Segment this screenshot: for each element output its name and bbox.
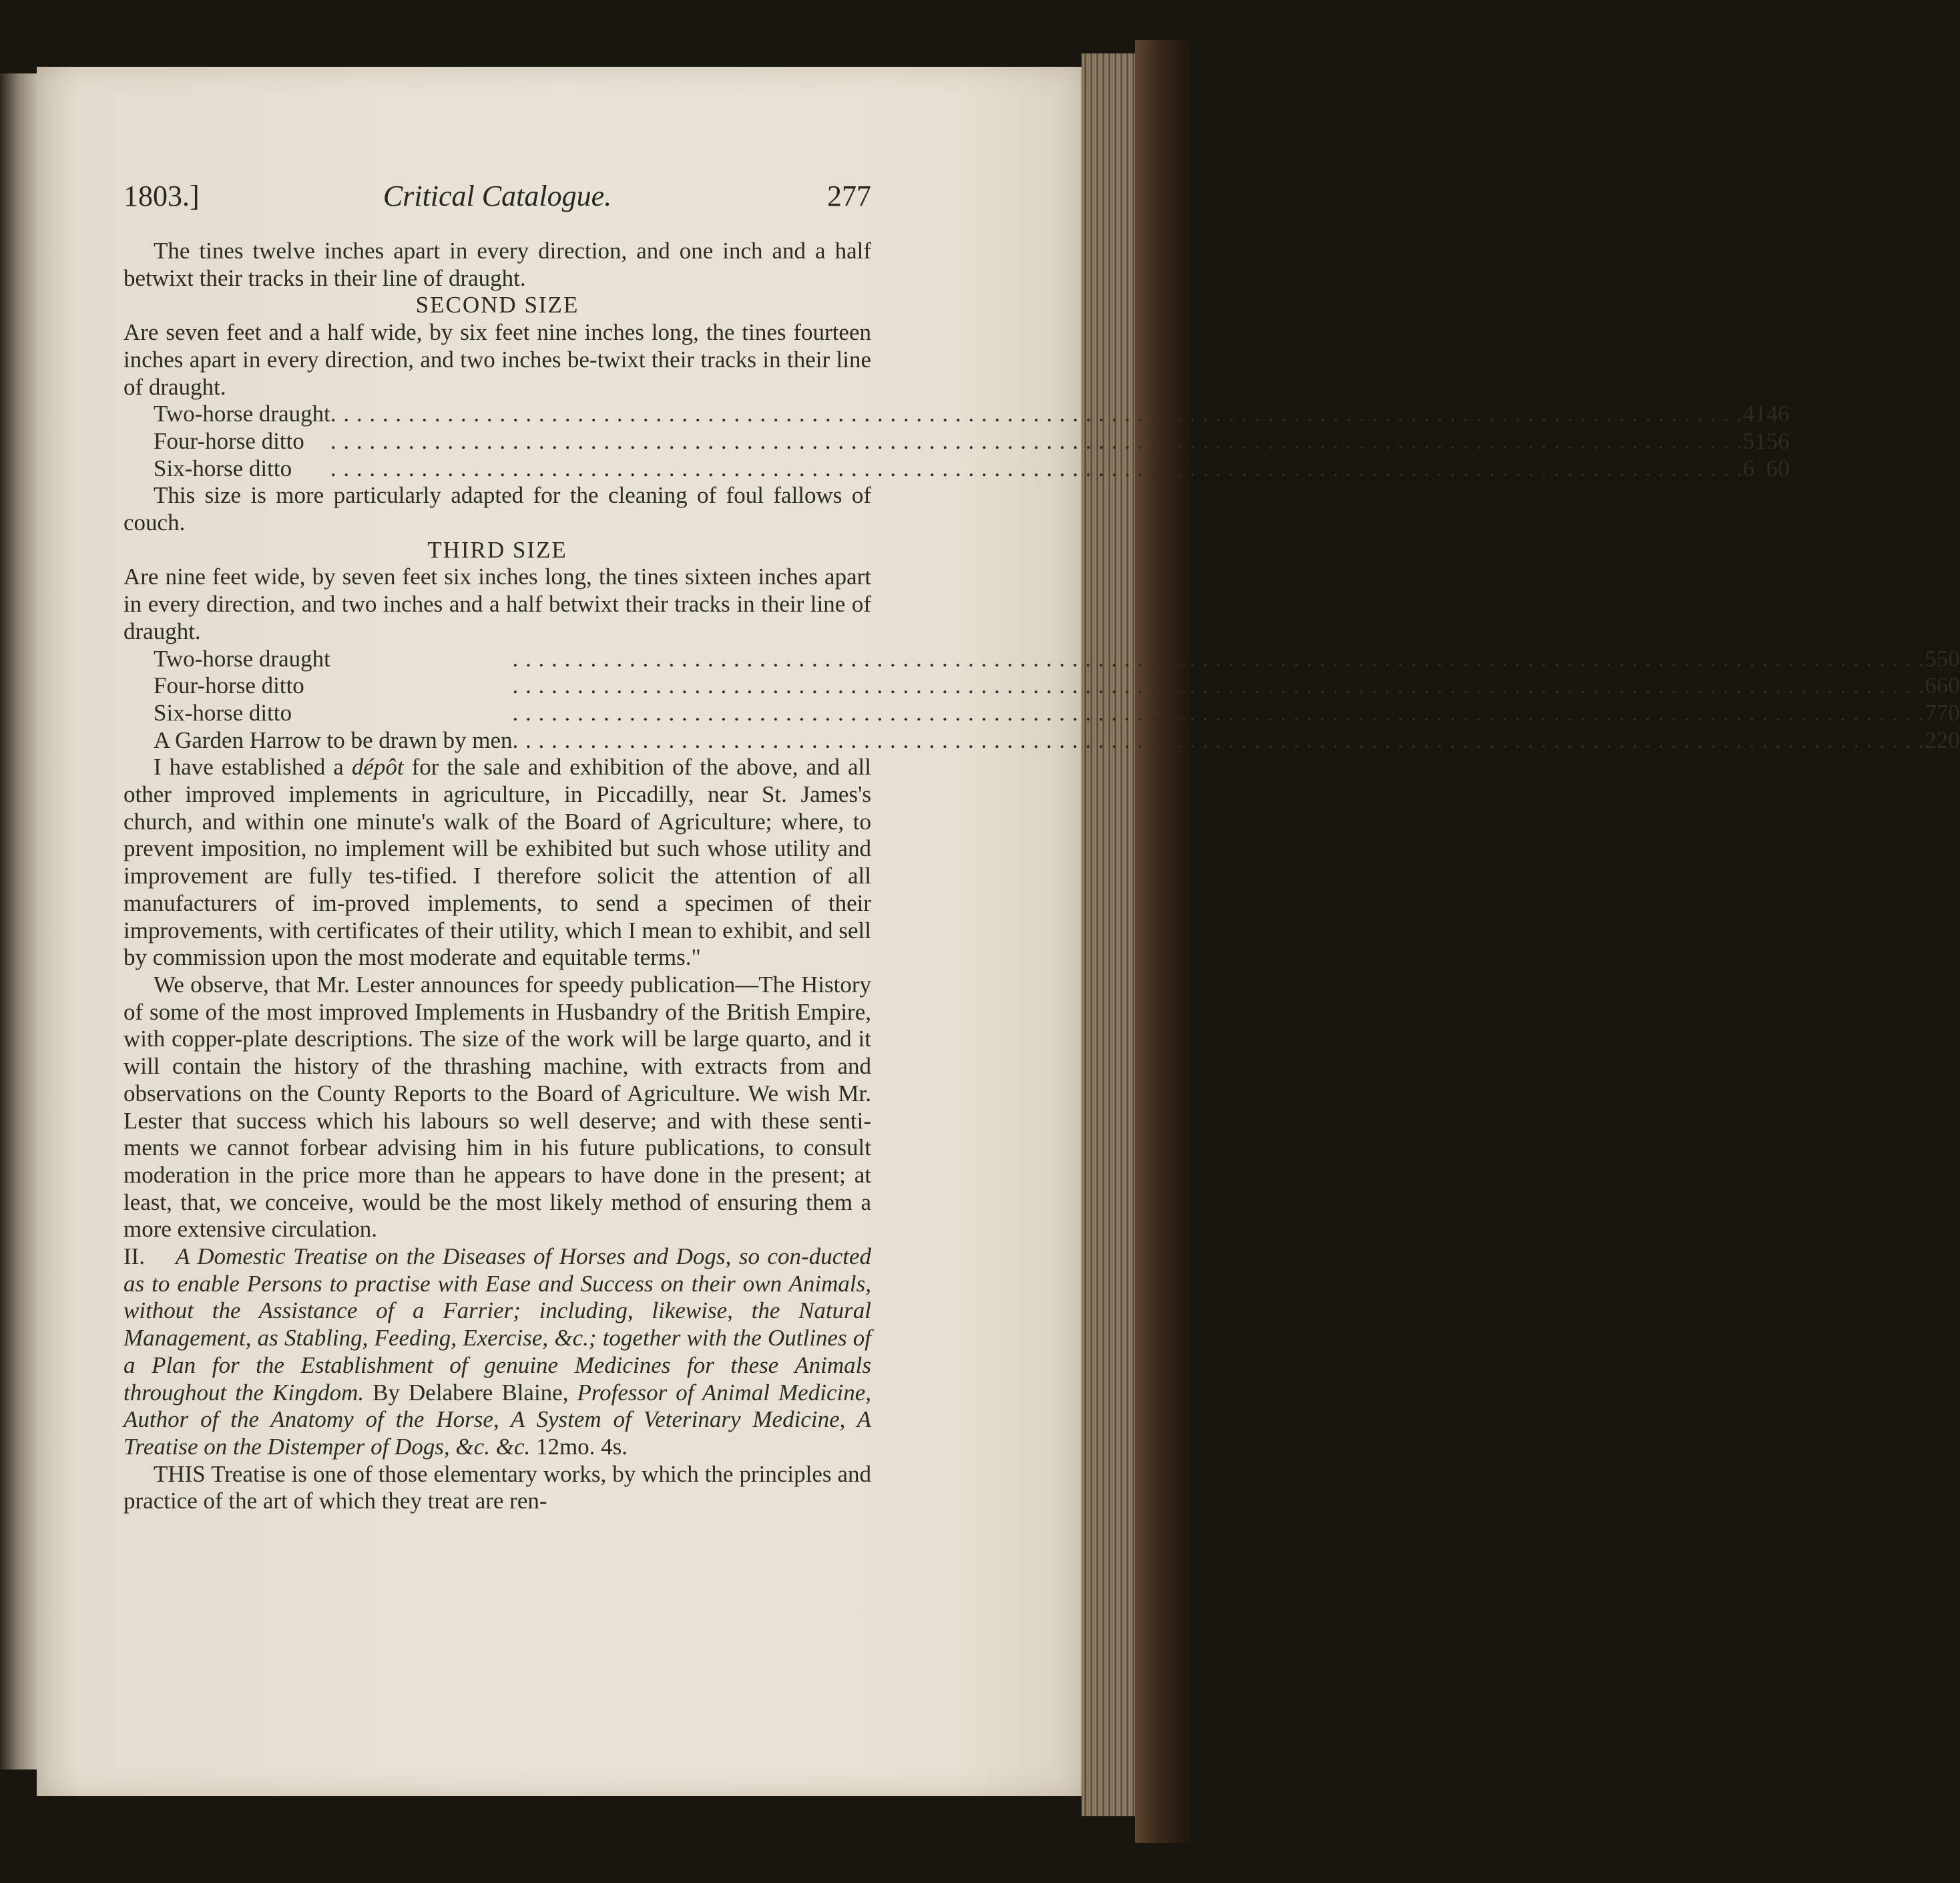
table-row: [124, 646, 1960, 673]
facing-page-edge: [0, 73, 40, 1769]
table-row: [124, 401, 1790, 428]
dot-leader: [512, 700, 1925, 727]
price-pence: 0: [1948, 699, 1960, 726]
page-number: 277: [827, 180, 871, 212]
price-pounds: 5: [1742, 427, 1755, 454]
review-by: By Delabere Blaine,: [364, 1379, 577, 1406]
table-row: [124, 672, 1960, 700]
header-year: 1803.]: [124, 180, 200, 212]
running-head: [124, 179, 871, 219]
table-row: [124, 727, 1960, 755]
price-shillings: 5: [1936, 645, 1949, 672]
price-table: [124, 646, 1960, 755]
price-shillings: 6: [1936, 672, 1949, 699]
review-entry: [124, 1243, 871, 1461]
paragraph: We observe, that Mr. Lester announces for speedy publication—The History of some of the most improved Implements in Husbandry of the British Empire, with copper-plate descriptions. The size of the work will be large quarto, and it will contain the history of the thrashing machine, with extracts from and observations on the County Reports to the Board of Agriculture. We wish Mr. Lester that success which his labours so well deserve; and with these senti-ments we cannot forbear advising him in his future publications, to consult moderation in the price more than he appears to have done in the present; at least, that, we conceive, would be the most likely method of ensuring them a more extensive circulation.: [124, 971, 871, 1243]
dot-leader: [512, 727, 1925, 755]
paragraph: Are seven feet and a half wide, by six feet nine inches long, the tines fourteen inches apart in every direction, and two inches be-twixt their tracks in their line of draught.: [124, 319, 871, 400]
price-shillings: 6: [1766, 455, 1778, 481]
dot-leader: [512, 646, 1925, 673]
table-row: [124, 700, 1960, 727]
price-pence: 0: [1948, 672, 1960, 699]
price-table: [124, 401, 1790, 482]
paragraph: This size is more particularly adapted for the cleaning of foul fallows of couch.: [124, 482, 871, 536]
review-title: A Domestic Treatise on the Diseases of Horses and Dogs, so con-ducted as to enable Persons to practise with Ease and Success on their own Animals, without the Assistance of a Farrier; including, likewise, the Natural Management, as Stabling, Feeding, Exercise, &c.; together with the Outlines of a Plan for the Establishment of genuine Medicines for these Animals throughout the Kingdom.: [124, 1243, 871, 1406]
price-pence: 0: [1778, 455, 1790, 481]
table-row: [124, 455, 1790, 483]
italic-word: dépôt: [351, 754, 404, 781]
section-heading: THIRD SIZE: [427, 536, 567, 563]
price-shillings: 7: [1936, 699, 1949, 726]
item-label: Four-horse ditto: [154, 672, 304, 699]
price-pounds: 6: [1742, 455, 1755, 481]
dot-leader: [330, 428, 1743, 455]
table-row: [124, 428, 1790, 455]
price-shillings: 15: [1754, 427, 1778, 454]
price-shillings: 2: [1936, 726, 1949, 753]
price-shillings: 14: [1754, 401, 1778, 427]
header-title: Critical Catalogue.: [383, 180, 612, 212]
review-format: 12mo. 4s.: [530, 1433, 628, 1460]
item-label: Four-horse ditto: [154, 427, 304, 454]
price-pounds: 5: [1925, 645, 1937, 672]
price-pounds: 7: [1925, 699, 1937, 726]
dot-leader: [512, 672, 1925, 700]
item-label: A Garden Harrow to be drawn by men: [154, 726, 513, 753]
dot-leader: [330, 401, 1743, 428]
book-cover-edge: [1135, 40, 1190, 1843]
item-label: Two-horse draught: [154, 401, 330, 427]
section-heading: SECOND SIZE: [415, 292, 579, 319]
item-label: Six-horse ditto: [154, 455, 292, 481]
price-pence: 0: [1948, 645, 1960, 672]
review-author-credits: Professor of Animal Medicine, Author of the Anatomy of the Horse, A System of Veterinary Medicine, A Treatise on the Distemper of Dogs, &c. &c.: [124, 1379, 871, 1460]
paragraph: The tines twelve inches apart in every direction, and one inch and a half betwixt their tracks in their line of draught.: [124, 238, 871, 291]
page-body: [124, 238, 1960, 1515]
review-number: II.: [124, 1243, 146, 1270]
price-pence: 6: [1778, 427, 1790, 454]
price-pounds: 2: [1925, 726, 1937, 753]
paragraph: THIS Treatise is one of those elementary works, by which the principles and practice of the art of which they treat are ren-: [124, 1460, 871, 1514]
price-pounds: 4: [1742, 401, 1755, 427]
dot-leader: [330, 455, 1743, 483]
price-pence: 0: [1948, 726, 1960, 753]
price-pence: 6: [1778, 401, 1790, 427]
item-label: Two-horse draught: [154, 645, 330, 672]
paragraph: I have established a dépôt for the sale and exhibition of the above, and all other improved implements in agriculture, in Piccadilly, near St. James's church, and within one minute's walk of the Board of Agriculture; where, to prevent imposition, no implement will be exhibited but such whose utility and improvement are fully tes-tified. I therefore solicit the attention of all manufacturers of im-proved implements, to send a specimen of their improvements, with certificates of their utility, which I mean to exhibit, and sell by commission upon the most moderate and equitable terms.": [124, 754, 872, 971]
price-pounds: 6: [1925, 672, 1937, 699]
item-label: Six-horse ditto: [154, 699, 292, 726]
paragraph: Are nine feet wide, by seven feet six inches long, the tines sixteen inches apart in every direction, and two inches and a half betwixt their tracks in their line of draught.: [124, 564, 871, 644]
